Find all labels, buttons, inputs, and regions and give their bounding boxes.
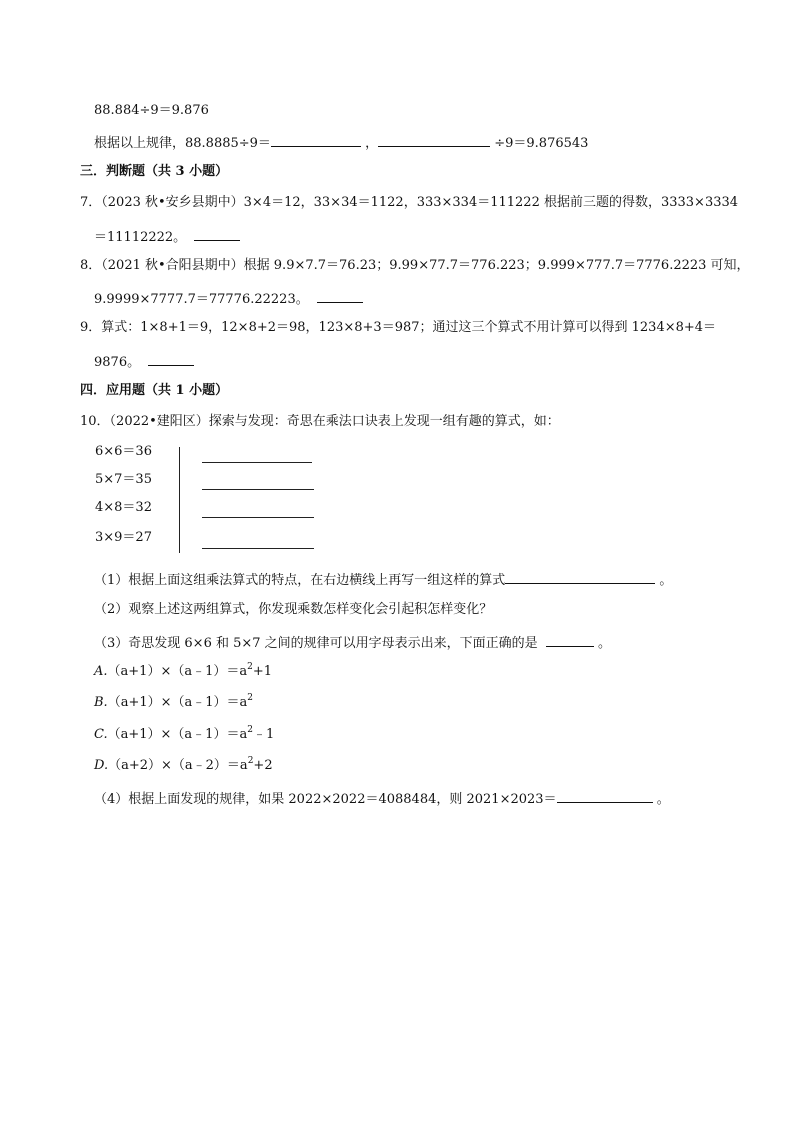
option-c-letter: C.: [94, 727, 108, 742]
q7-line-2-text: ＝11112222。: [94, 230, 187, 245]
option-a-exponent: 2: [247, 662, 253, 672]
q10-sub-1-end: 。: [659, 573, 673, 588]
equation-4: 3×9＝27: [95, 530, 152, 545]
option-c-exponent: 2: [247, 725, 253, 735]
q8-line-2: [94, 288, 363, 309]
q10-sub-3-text: （3）奇思发现 6×6 和 5×7 之间的规律可以用字母表示出来，下面正确的是: [94, 636, 538, 651]
q10-sub-3: [94, 632, 611, 653]
q10-sub-3-end: 。: [597, 636, 611, 651]
equation-answer-line-4[interactable]: [202, 548, 314, 549]
equation-3: 4×8＝32: [95, 500, 152, 515]
intro-line-2-prefix: 根据以上规律，88.8885÷9＝: [94, 136, 271, 151]
section-3-title: 三．判断题（共 3 小题）: [80, 164, 229, 179]
q9-line-2-text: 9876。: [94, 355, 141, 370]
option-d-exponent: 2: [247, 756, 254, 766]
q10-sub-3-blank[interactable]: [546, 632, 594, 647]
equation-answer-line-3[interactable]: [202, 517, 314, 518]
q9-line-1: 9．算式：1×8+1＝9，12×8+2＝98，123×8+3＝987；通过这三个算式不用计算可以得到 1234×8+4＝: [80, 320, 717, 335]
q9-line-2: [94, 351, 194, 372]
option-c-tail: ﹣1: [252, 727, 275, 742]
q8-answer-blank[interactable]: [317, 288, 363, 303]
option-a-tail: +1: [252, 664, 273, 679]
option-b[interactable]: [94, 694, 253, 712]
equation-divider: [179, 447, 180, 553]
option-d-tail: +2: [253, 758, 273, 773]
option-a-text: （a+1）×（a﹣1）＝a: [107, 664, 248, 679]
answer-blank-2[interactable]: [378, 132, 490, 147]
option-b-letter: B.: [94, 695, 108, 710]
q10-sub-1-text: （1）根据上面这组乘法算式的特点，在右边横线上再写一组这样的算式: [94, 573, 506, 588]
q10-sub-4: [94, 788, 670, 809]
q10-sub-1: [94, 569, 672, 590]
equation-2: 5×7＝35: [95, 472, 152, 487]
intro-line-1: 88.884÷9＝9.876: [94, 103, 209, 118]
section-4-title: 四．应用题（共 1 小题）: [80, 383, 229, 398]
q10-sub-4-text: （4）根据上面发现的规律，如果 2022×2022＝4088484，则 2021×2023＝: [94, 792, 557, 807]
equation-1: 6×6＝36: [95, 444, 152, 459]
intro-line-2-comma: ，: [365, 136, 379, 151]
equation-answer-line-1[interactable]: [202, 462, 312, 463]
q7-line-1: 7．（2023 秋•安乡县期中）3×4＝12，33×34＝1122，333×334＝111222 根据前三题的得数，3333×3334: [80, 195, 739, 210]
q7-line-2: [94, 226, 240, 247]
answer-blank-1[interactable]: [271, 132, 361, 147]
option-b-exponent: 2: [247, 693, 254, 703]
option-b-text: （a+1）×（a﹣1）＝a: [107, 695, 248, 710]
equation-answer-line-2[interactable]: [202, 489, 314, 490]
q8-line-1: 8．（2021 秋•合阳县期中）根据 9.9×7.7＝76.23；9.99×77.7＝776.223；9.999×777.7＝7776.2223 可知，: [80, 258, 750, 273]
q7-answer-blank[interactable]: [194, 226, 240, 241]
intro-line-2: [94, 132, 588, 153]
q8-line-2-text: 9.9999×7777.7＝77776.22223。: [94, 292, 309, 307]
option-c[interactable]: [94, 726, 274, 744]
q10-sub-4-blank[interactable]: [557, 788, 653, 803]
intro-line-2-suffix: ÷9＝9.876543: [494, 136, 589, 151]
option-a-letter: A.: [94, 664, 108, 679]
q10-sub-1-blank[interactable]: [505, 569, 655, 584]
option-d-letter: D.: [94, 758, 109, 773]
option-a[interactable]: [94, 663, 272, 681]
option-c-text: （a+1）×（a﹣1）＝a: [107, 727, 248, 742]
option-d-text: （a+2）×（a﹣2）＝a: [108, 758, 248, 773]
q9-answer-blank[interactable]: [148, 351, 194, 366]
q10-sub-2: （2）观察上述这两组算式，你发现乘数怎样变化会引起积怎样变化？: [94, 602, 493, 617]
q10-sub-4-end: 。: [656, 792, 670, 807]
option-d[interactable]: [94, 757, 273, 775]
q10-stem: 10．（2022•建阳区）探索与发现：奇思在乘法口诀表上发现一组有趣的算式，如：: [80, 414, 560, 429]
